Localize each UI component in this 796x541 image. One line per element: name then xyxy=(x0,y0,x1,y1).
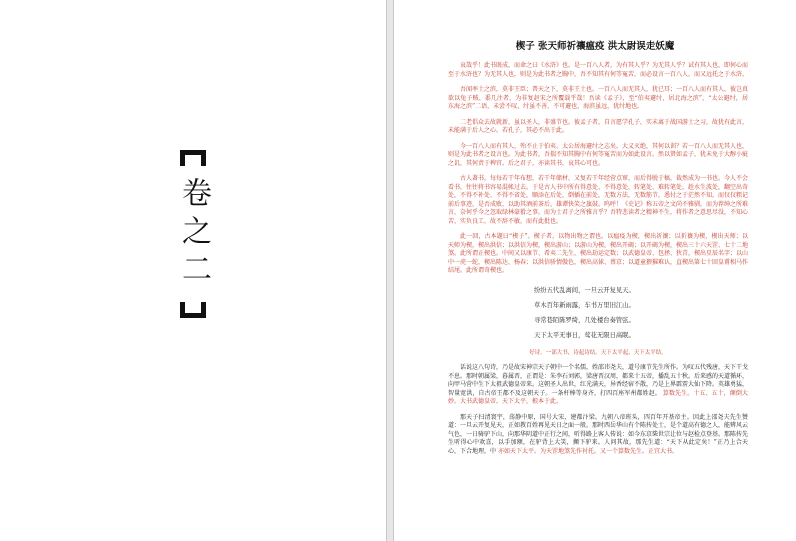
commentary-paragraph: 今一百八人而有其人，殆不止于伯夷、太公居海避纣之志矣。大义灭绝，其何以训？若一百八人而无其人也，则是为此书者之设言也。为此书者，吾揣不知其胸中有何等冤苦而为如此设言。然以贤如孟子，犹未免于大醇小疵之讥，其何责于稗官。后之君子，亦读其书，哀其心可也。 xyxy=(448,142,749,167)
volume-title-block xyxy=(174,150,212,318)
inline-note: 十五、五十，颠倒大妙。 xyxy=(448,389,748,405)
poem-line: 纷纷五代乱离间，一旦云开复见天。 xyxy=(534,286,635,294)
bracket-bottom-ornament xyxy=(180,297,206,318)
volume-title: 卷之二 xyxy=(176,177,211,291)
inline-note: 亦如天下太平。 xyxy=(497,447,540,455)
narrative-paragraph xyxy=(448,414,748,457)
poem-line: 草木百年新雨露，车书万里旧江山。 xyxy=(534,301,635,309)
commentary-paragraph: 吾闻率土之滨，莫非王臣；普天之下，莫非王土也。一百八人而无其人，犹已耳；一百八人而有其人，彼岂真欲以兔子贼、黍几注者，为非复赵宋之所覆载乎哉！吾读《孟子》，至“伯夷避纣，居北海之滨”，“太公避纣，居东海之滨”二语，未尝不叹，纣虽不善，不可避也，海滨虽远，犹纣地也。 xyxy=(448,86,749,110)
commentary-paragraph: 古人著书，每每若干年布想，若干年储材，又复若干年经营点窜，而后得脱于稿，裁然成为一书也。今人不会看书，往往将书容易混帐过去。于是古人书中所有得意处、不得意处，转笔处、难转笔处，趁水生波处，翻空出奇处，不得不补处、不得不省处，顺添在后处，倒插在前处，无数方法，无数筋节，悉付之于茫然不知，而仅仅粗记前后事迹，是否成败，以助其酒前茶后，雄谭快笑之旗鼓。呜呼！《史记》称五帝之文尚不雅驯，而为荐绅之所难言，奈何乎今之忽取绿林豪猾之事，而为士君子之所雅言乎？吾特悲读者之精神不生，将作者之意思尽没，不知心苦，实负良工，故不辞不敏，而有此批也。 xyxy=(448,175,749,225)
poem-annotation: 好诗。一部大书，诗起诗结。天下太平起，天下太平结。 xyxy=(529,349,667,356)
poem-line: 天下太平无事日，莺花无限日高眠。 xyxy=(534,331,635,339)
page-body xyxy=(448,62,748,463)
inline-note: 为天罡地煞先作衬托。 xyxy=(539,447,600,455)
narrative-text: 那天子扫清寰宇，荡静中原，国号大宋，建都汴梁。九朝八帝班头，四百年开基帝主。因此上邵尧夫先生赞道：一旦云开复见天，正如教百姓再见天日之面一般。那时西岳华山有个陈抟处士，是个道高有德之人，能辨风云气色，一日骑驴下山，向那华阴道中正行之间，听得路上客人传说：如今东京柴世宗让位与赵检点登基。那陈抟先生听得心中欢喜，以手加额，在驴背上大笑，攧下驴来。人问其故，那先生道：“天下从此定矣！”正乃上合天心，下合地理，中 xyxy=(448,413,749,455)
opening-poem xyxy=(448,283,748,343)
inline-note: 又一个算数先生。 xyxy=(599,447,648,455)
commentary-paragraph: 二老倡众去故就新，虽以圣人，非盛节也。彼孟子者，自言愿学孔子，实未离于战国游士之习，故犹有此言，未能满于后人之心。若孔子，其必不出于此。 xyxy=(448,118,749,134)
right-page xyxy=(394,0,796,541)
chapter-title: 楔子 张天师祈禳瘟疫 洪太尉误走妖魔 xyxy=(515,41,675,52)
inline-note: 正宜大书。 xyxy=(647,447,678,455)
book-gutter xyxy=(386,0,394,541)
poem-line: 寻常巷陌陈罗绮，几处楼台奏管弦。 xyxy=(534,316,635,324)
narrative-text: 话说这八句诗，乃是故宋神宗天子朝中一个名儒，姓邵讳尧夫，道号康节先生所作。为叹五代残唐，天下干戈不息。那时朝属梁，暮属晋，正谓是：朱李石刘郭，梁唐晋汉周，都来十五帝，播乱五十秋。后来感的天道循环，向甲马营中生下太祖武德皇帝来。这朝圣人出世，红光满天，异香经宿不散，乃是上界霹雳大仙下降。英雄勇猛，智量宽洪，自古帝王都不及这朝天子。一条杆棒等身齐，打四百座军州都姓赵。 xyxy=(448,364,749,397)
commentary-paragraph: 此一回，古本题曰“楔子”。楔子者，以物出物之谓也。以瘟疫为楔，楔出祈禳；以祈禳为楔，楔出天师；以天师为楔，楔出洪信；以洪信为楔，楔出游山；以游山为楔，楔出开碣；以开碣为楔，楔出三十六天罡、七十二地煞。此所谓正楔也。中间又以康节、希夷二先生，楔出劫运定数；以武德皇帝、包拯、狄青，楔出星辰名字；以山中一虎一蛇，楔出陈达、杨春；以洪信骄情傲色，楔出高俅、蔡京；以道童猥獕难认，直楔出第七十回皇甫相马作结尾。此所谓奇楔也。 xyxy=(448,233,749,274)
narrative-paragraph xyxy=(448,364,748,407)
left-page xyxy=(0,0,386,541)
inline-note: 算数先生。 xyxy=(662,389,694,397)
inline-note: 大书武德皇帝。 xyxy=(460,398,503,405)
bracket-top-ornament xyxy=(180,150,206,171)
inline-note: 天下太平，根本于此。 xyxy=(502,398,563,405)
commentary-paragraph: 哀哉乎！此书既成，而命之曰《水浒》也。是一百八人者，为有其人乎？为无其人乎？试有其人也，即何心而至于水浒也？为无其人也，则是为此书者之胸中，吾不知其有何等冤苦，而必设言一百八人，而又远托之于水浒。 xyxy=(448,62,749,78)
